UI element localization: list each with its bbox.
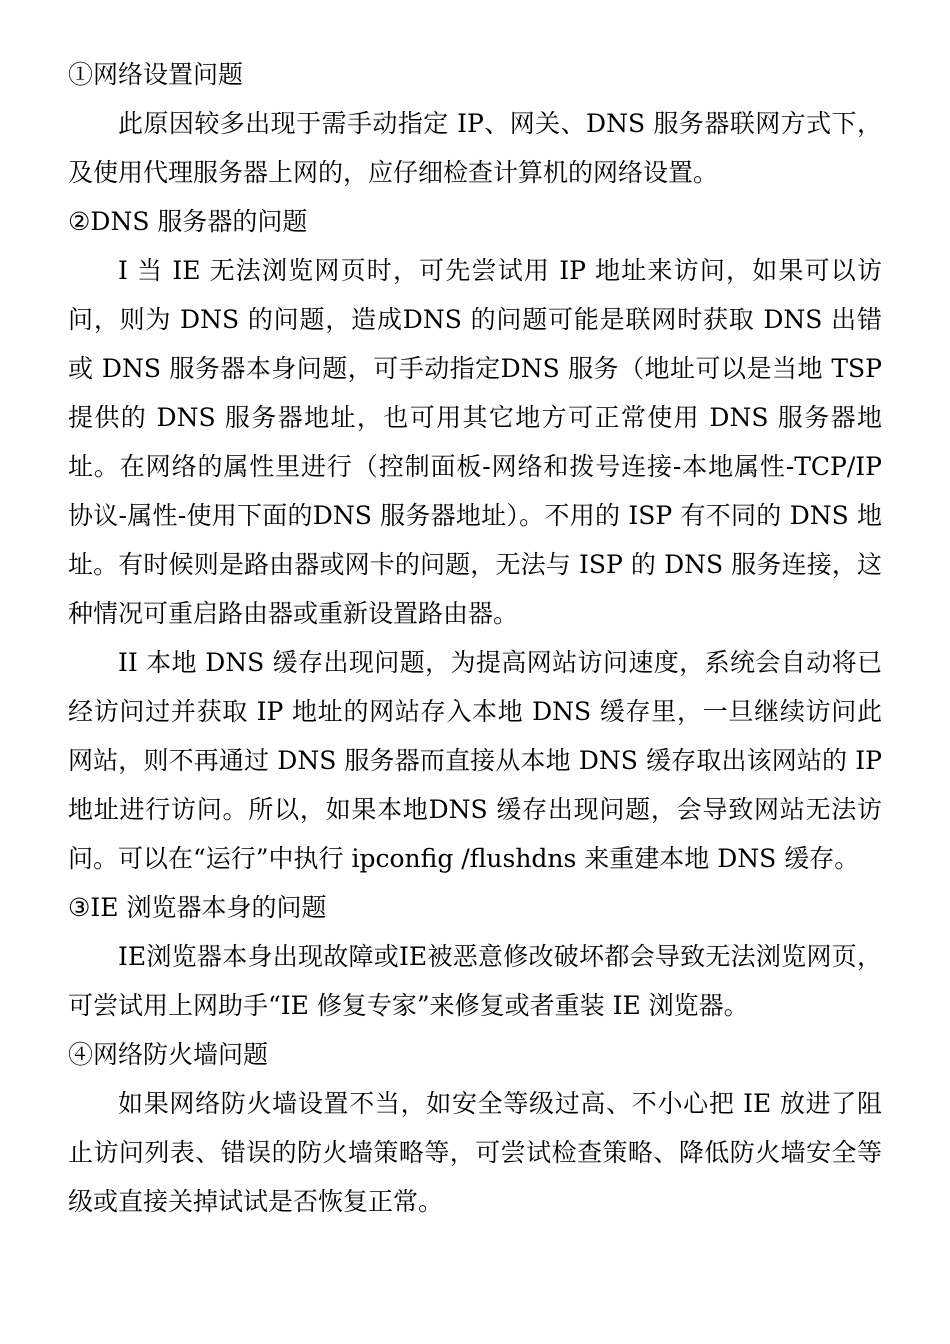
paragraph-ie-browser: IE浏览器本身出现故障或IE被恶意修改破坏都会导致无法浏览网页，可尝试用上网助手“IE 修复专家”来修复或者重装 IE 浏览器。 [68, 942, 882, 1020]
paragraph-firewall: 如果网络防火墙设置不当，如安全等级过高、不小心把 IE 放进了阻止访问列表、错误的防火墙策略等，可尝试检查策略、降低防火墙安全等级或直接关掉试试是否恢复正常。 [68, 1089, 882, 1216]
section-heading-firewall: ④网络防火墙问题 [68, 1040, 269, 1069]
paragraph-dns-server-1: I 当 IE 无法浏览网页时，可先尝试用 IP 地址来访问，如果可以访问，则为 DNS 的问题，造成DNS 的问题可能是联网时获取 DNS 出错或 DNS 服务器本身问题，可手动指定DNS 服务（地址可以是当地 TSP 提供的 DNS 服务器地址，也可用其它地方可正常使用 DNS 服务器地址。在网络的属性里进行（控制面板-网络和拨号连接-本地属性-TCP/IP 协议-属性-使用下面的DNS 服务器地址）。不用的 ISP 有不同的 DNS 地址。有时候则是路由器或网卡的问题，无法与 ISP 的 DNS 服务连接，这种情况可重启路由器或重新设置路由器。 [68, 256, 882, 628]
section-heading-network-settings: ①网络设置问题 [68, 60, 244, 89]
paragraph-dns-cache-2: II 本地 DNS 缓存出现问题，为提高网站访问速度，系统会自动将已经访问过并获取 IP 地址的网站存入本地 DNS 缓存里，一旦继续访问此网站，则不再通过 DNS 服务器而直接从本地 DNS 缓存取出该网站的 IP 地址进行访问。所以，如果本地DNS 缓存出现问题，会导致网站无法访问。可以在“运行”中执行 ipconfig /flushdns 来重建本地 DNS 缓存。 [68, 648, 882, 873]
document-body [68, 50, 882, 1226]
section-heading-ie-browser: ③IE 浏览器本身的问题 [68, 893, 327, 922]
section-heading-dns-server: ②DNS 服务器的问题 [68, 207, 308, 236]
paragraph-network-settings: 此原因较多出现于需手动指定 IP、网关、DNS 服务器联网方式下，及使用代理服务器上网的，应仔细检查计算机的网络设置。 [68, 109, 882, 187]
